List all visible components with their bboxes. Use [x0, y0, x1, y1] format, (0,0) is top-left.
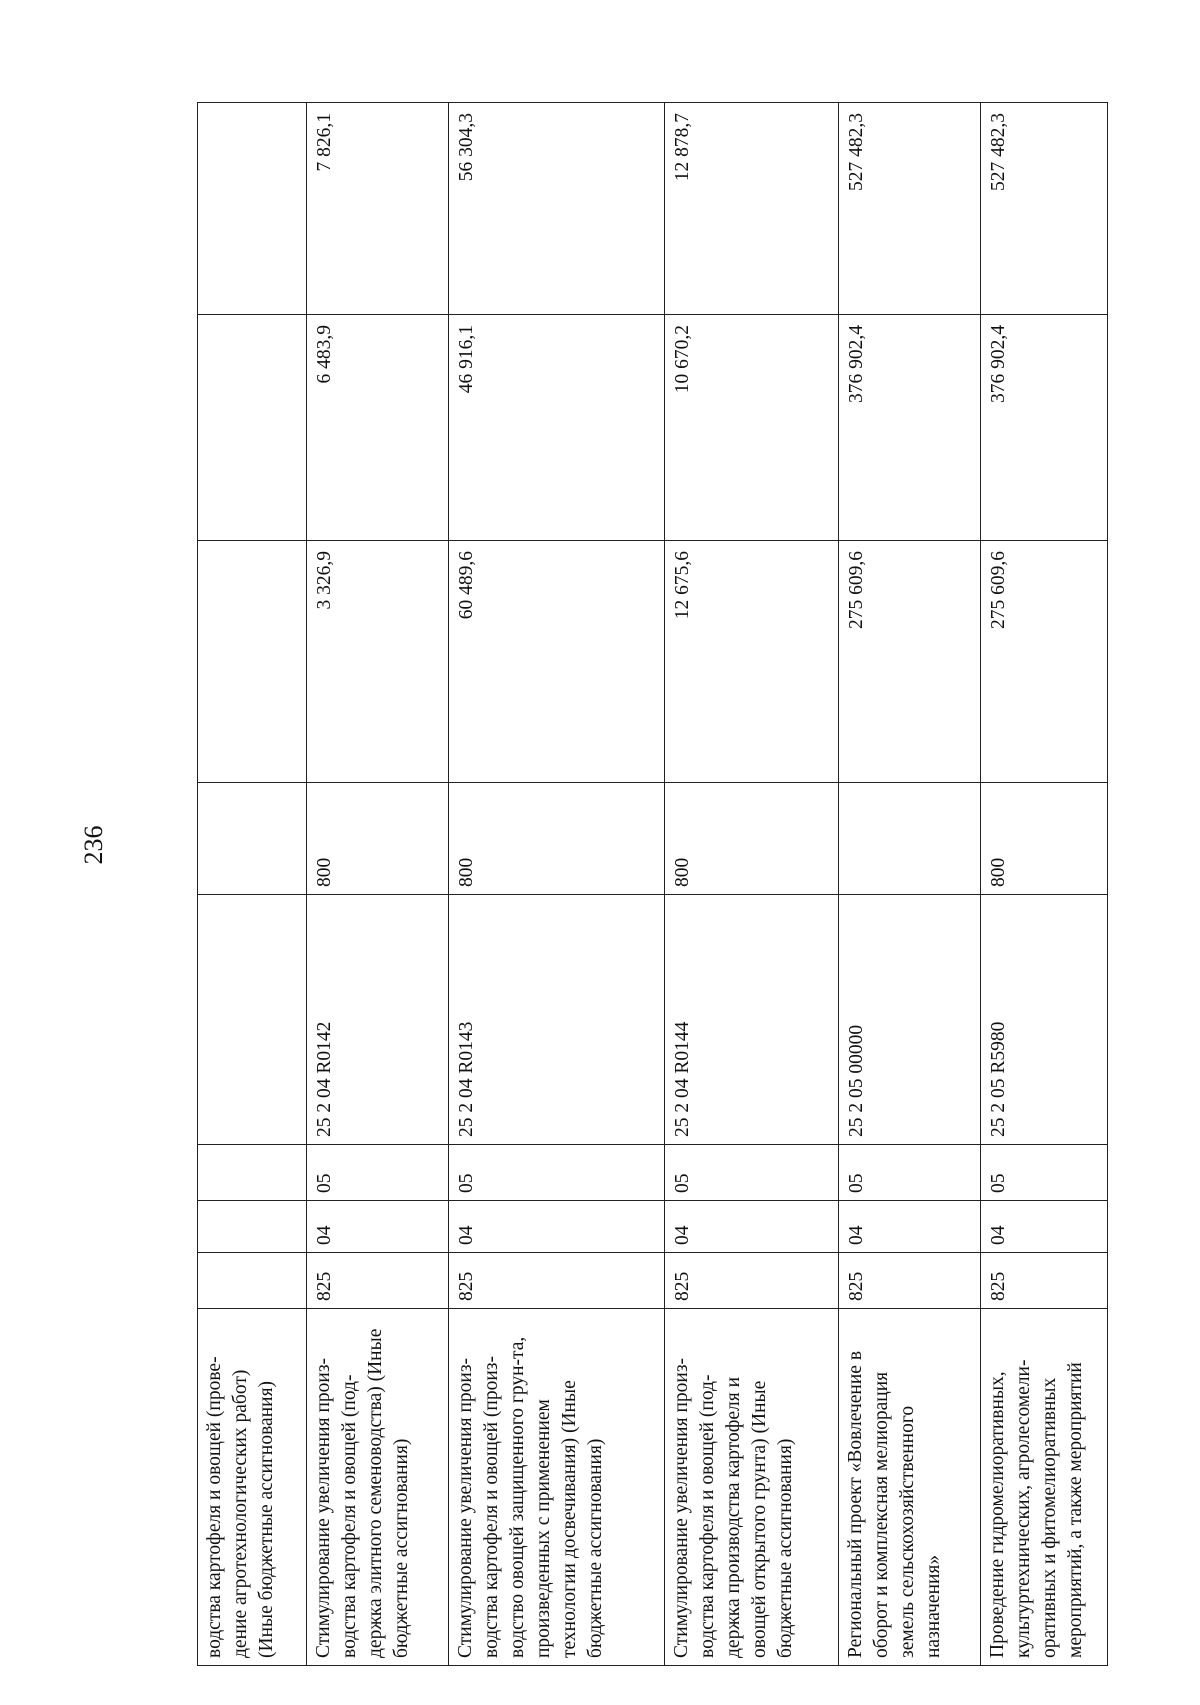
page-number: 236	[79, 825, 108, 865]
row-description: Стимулирование увеличения произ-водства картофеля и овощей (произ-водство овощей защищенного грун-та, произведенных с применением технологии досвечивания) (Иные бюджетные ассигнования)	[448, 1308, 664, 1665]
cell-csr: 25 2 05 00000	[838, 894, 980, 1144]
cell-value-3	[197, 102, 306, 314]
row-description: Стимулирование увеличения произ-водства картофеля и овощей (под-держка элитного семеноводства) (Иные бюджетные ассигнования)	[306, 1308, 448, 1665]
cell-value-1: 275 609,6	[838, 540, 980, 782]
cell-pr: 05	[980, 1144, 1107, 1200]
cell-value-1: 60 489,6	[448, 540, 664, 782]
table-row	[197, 102, 306, 1665]
cell-pr: 05	[664, 1144, 838, 1200]
cell-gr	[197, 1252, 306, 1308]
cell-vr: 800	[306, 782, 448, 894]
cell-gr: 825	[306, 1252, 448, 1308]
table-row	[448, 102, 664, 1665]
cell-csr: 25 2 04 R0142	[306, 894, 448, 1144]
cell-pr: 05	[448, 1144, 664, 1200]
cell-value-2	[197, 314, 306, 540]
cell-rz: 04	[448, 1200, 664, 1252]
cell-value-3: 12 878,7	[664, 102, 838, 314]
cell-csr: 25 2 04 R0143	[448, 894, 664, 1144]
cell-value-3: 7 826,1	[306, 102, 448, 314]
cell-value-3: 56 304,3	[448, 102, 664, 314]
cell-value-2: 10 670,2	[664, 314, 838, 540]
row-description: Стимулирование увеличения произ-водства картофеля и овощей (под-держка производства картофеля и овощей открытого грунта) (Иные бюджетные ассигнования)	[664, 1308, 838, 1665]
cell-vr	[838, 782, 980, 894]
cell-gr: 825	[664, 1252, 838, 1308]
cell-gr: 825	[448, 1252, 664, 1308]
cell-csr	[197, 894, 306, 1144]
cell-rz: 04	[980, 1200, 1107, 1252]
cell-rz: 04	[838, 1200, 980, 1252]
cell-value-1: 275 609,6	[980, 540, 1107, 782]
budget-table	[197, 102, 1108, 1666]
table-row	[838, 102, 980, 1665]
cell-rz: 04	[664, 1200, 838, 1252]
row-description: Проведение гидромелиоративных, культуртехнических, агролесомели-оративных и фитомелиоративных мероприятий, а также мероприятий	[980, 1308, 1107, 1665]
cell-value-2: 376 902,4	[980, 314, 1107, 540]
cell-pr: 05	[306, 1144, 448, 1200]
cell-vr: 800	[664, 782, 838, 894]
row-description: водства картофеля и овощей (прове-дение агротехнологических работ) (Иные бюджетные ассигнования)	[197, 1308, 306, 1665]
table-row	[980, 102, 1107, 1665]
table-row	[664, 102, 838, 1665]
cell-value-3: 527 482,3	[980, 102, 1107, 314]
cell-value-3: 527 482,3	[838, 102, 980, 314]
cell-csr: 25 2 04 R0144	[664, 894, 838, 1144]
cell-rz	[197, 1200, 306, 1252]
cell-rz: 04	[306, 1200, 448, 1252]
cell-gr: 825	[980, 1252, 1107, 1308]
cell-value-1: 12 675,6	[664, 540, 838, 782]
cell-vr: 800	[980, 782, 1107, 894]
cell-value-1: 3 326,9	[306, 540, 448, 782]
cell-pr: 05	[838, 1144, 980, 1200]
cell-value-1	[197, 540, 306, 782]
row-description: Региональный проект «Вовлечение в оборот и комплексная мелиорация земель сельскохозяйственного назначения»	[838, 1308, 980, 1665]
cell-vr: 800	[448, 782, 664, 894]
cell-csr: 25 2 05 R5980	[980, 894, 1107, 1144]
cell-value-2: 6 483,9	[306, 314, 448, 540]
cell-gr: 825	[838, 1252, 980, 1308]
rotated-table-sheet	[197, 103, 1108, 1666]
cell-value-2: 376 902,4	[838, 314, 980, 540]
cell-vr	[197, 782, 306, 894]
cell-value-2: 46 916,1	[448, 314, 664, 540]
cell-pr	[197, 1144, 306, 1200]
table-row	[306, 102, 448, 1665]
